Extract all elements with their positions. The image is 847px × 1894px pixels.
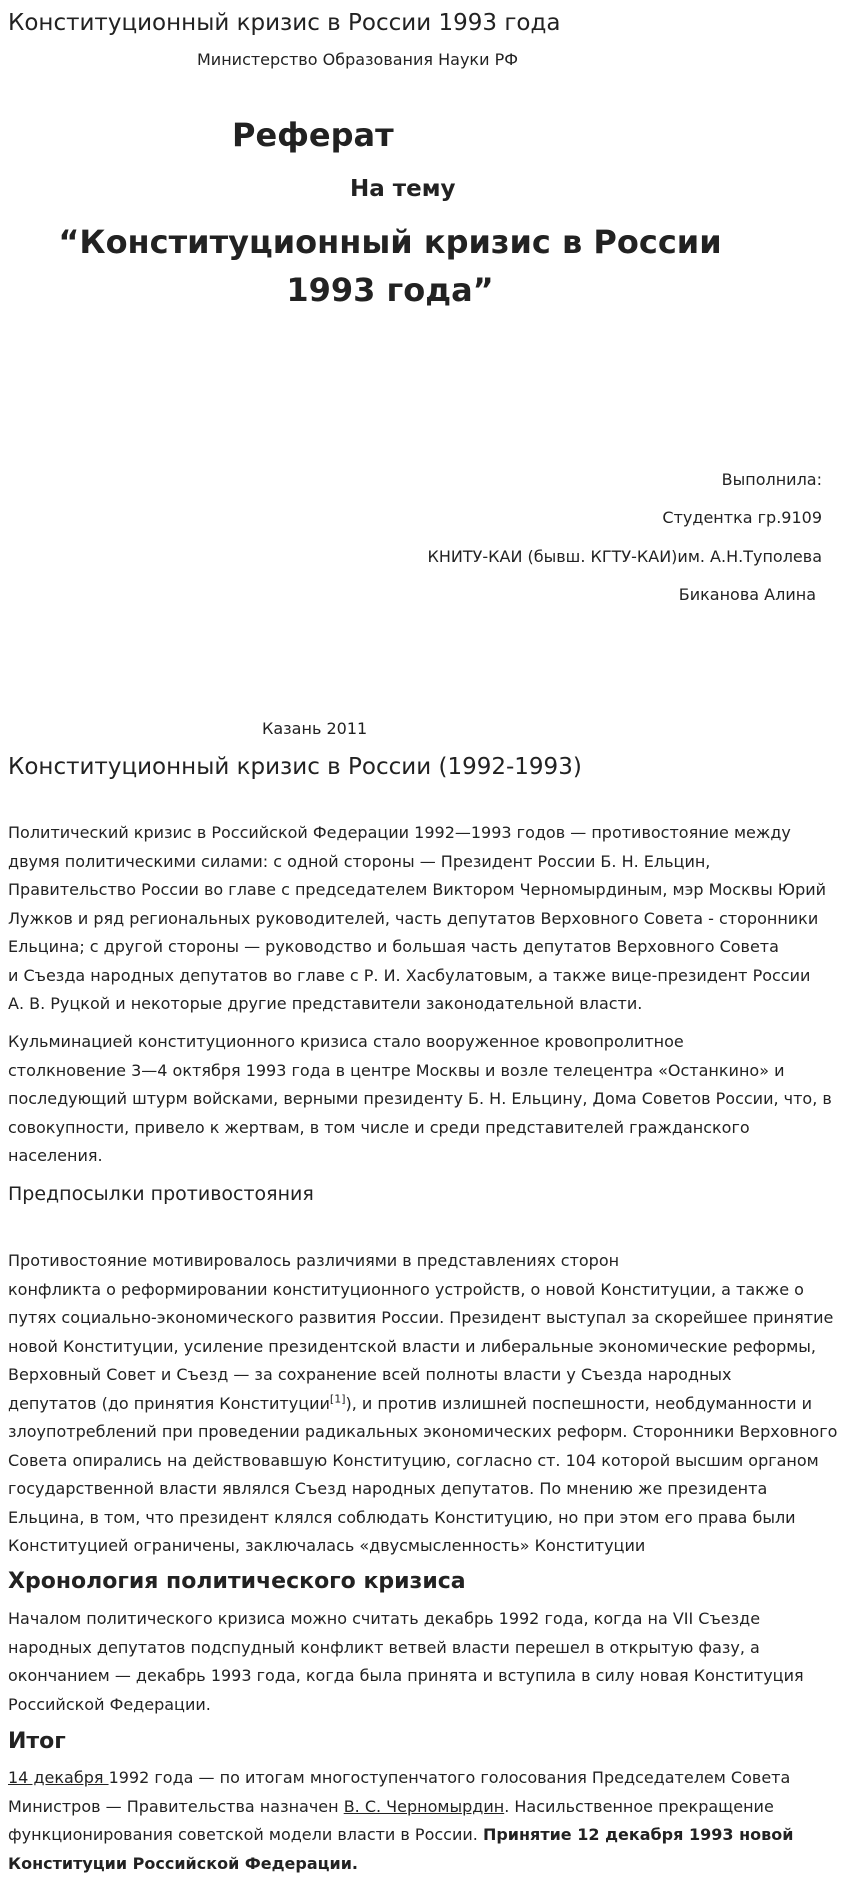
- paragraph-line: [8, 1821, 838, 1850]
- paragraph-line: новой Конституции, усиление президентской власти и либеральные экономические реформы,: [8, 1336, 817, 1356]
- paragraph-line: Конституцией ограничены, заключалась «двусмысленность» Конституции: [8, 1536, 646, 1555]
- paragraph-line: злоупотреблений при проведении радикальных экономических реформ. Сторонники Верховного: [8, 1422, 838, 1441]
- paragraph-line: совокупности, привело к жертвам, в том числе и среди представителей гражданского: [8, 1117, 750, 1137]
- date-link[interactable]: 14 декабря: [8, 1768, 109, 1787]
- paragraph-line: А. В. Руцкой и некоторые другие представители законодательной власти.: [8, 994, 643, 1013]
- paragraph-line: Ельцина, в том, что президент клялся соблюдать Конституцию, но при этом его права были: [8, 1507, 796, 1527]
- footnote-reference[interactable]: [1]: [329, 1392, 346, 1406]
- culmination-paragraph: [8, 1028, 838, 1171]
- paragraph-line: и Съезда народных депутатов во главе с Р. И. Хасбулатовым, а также вице-президент России: [8, 965, 811, 985]
- paragraph-line: Верховный Совет и Съезд — за сохранение всей полноты власти у Съезда народных: [8, 1365, 732, 1384]
- paragraph-line: Противостояние мотивировалось различиями в представлениях сторон: [8, 1251, 620, 1270]
- signature-performed: Выполнила:: [721, 470, 822, 489]
- paragraph-line: народных депутатов подспудный конфликт ветвей власти перешел в открытую фазу, а: [8, 1637, 760, 1657]
- topic-title: [40, 218, 740, 314]
- line-text: 1992 года — по итогам многоступенчатого голосования Председателем Совета: [108, 1768, 791, 1787]
- city-year: Казань 2011: [262, 719, 368, 738]
- paragraph-line: [8, 1390, 838, 1419]
- paragraph-line: двумя политическими силами: с одной стороны — Президент России Б. Н. Ельцин,: [8, 851, 711, 871]
- line-text: Министров — Правительства назначен: [8, 1796, 344, 1816]
- topic-prefix: На тему: [350, 176, 456, 202]
- topic-title-line-2: 1993 года”: [286, 271, 494, 309]
- paragraph-line: Лужков и ряд региональных руководителей, часть депутатов Верховного Совета - сторонники: [8, 908, 819, 928]
- chronology-title: Хронология политического кризиса: [8, 1569, 466, 1594]
- paragraph-line: Кульминацией конституционного кризиса стало вооруженное кровопролитное: [8, 1032, 684, 1051]
- prerequisites-title: Предпосылки противостояния: [8, 1183, 314, 1205]
- line-text: функционирования советской модели власти в России.: [8, 1825, 483, 1844]
- paragraph-line: [8, 1793, 838, 1822]
- paragraph-line: Политический кризис в Российской Федерации 1992—1993 годов — противостояние между: [8, 823, 791, 842]
- paragraph-line: [8, 1764, 838, 1793]
- paragraph-line: Российской Федерации.: [8, 1694, 211, 1714]
- prerequisites-paragraph: [8, 1247, 838, 1561]
- line-text: ), и против излишней поспешности, необдуманности и: [345, 1393, 813, 1413]
- person-link[interactable]: В. С. Черномырдин: [343, 1796, 505, 1816]
- intro-paragraph: [8, 819, 838, 1019]
- topic-title-line-1: “Конституционный кризис в России: [58, 223, 722, 261]
- document-header-title: Конституционный кризис в России 1993 года: [8, 10, 561, 36]
- paragraph-line: Совета опирались на действовавшую Конституцию, согласно ст. 104 которой высшим органом: [8, 1450, 819, 1470]
- referat-heading: Реферат: [232, 116, 394, 154]
- paragraph-line: Ельцина; с другой стороны — руководство и большая часть депутатов Верховного Совета: [8, 937, 779, 956]
- line-text: . Насильственное прекращение: [504, 1796, 774, 1816]
- paragraph-line: конфликта о реформировании конституционного устройств, о новой Конституции, а также о: [8, 1279, 804, 1299]
- section-title: Конституционный кризис в России (1992-1993): [8, 754, 582, 780]
- paragraph-line: путях социально-экономического развития России. Президент выступал за скорейшее принятие: [8, 1308, 834, 1327]
- paragraph-line: Правительство России во главе с председателем Виктором Черномырдиным, мэр Москвы Юрий: [8, 880, 827, 899]
- paragraph-line: окончанием — декабрь 1993 года, когда была принята и вступила в силу новая Конституция: [8, 1666, 804, 1685]
- signature-university: КНИТУ-КАИ (бывш. КГТУ-КАИ)им. А.Н.Туполева: [427, 547, 822, 566]
- paragraph-line: столкновение 3—4 октября 1993 года в центре Москвы и возле телецентра «Останкино» и: [8, 1060, 785, 1080]
- paragraph-line: Началом политического кризиса можно считать декабрь 1992 года, когда на VII Съезде: [8, 1609, 761, 1628]
- ministry-label: Министерство Образования Науки РФ: [197, 50, 518, 69]
- bold-text: Принятие 12 декабря 1993 новой: [482, 1825, 794, 1844]
- result-title: Итог: [8, 1729, 66, 1754]
- paragraph-line: населения.: [8, 1146, 103, 1165]
- signature-student: Студентка гр.9109: [662, 508, 822, 527]
- signature-name: Биканова Алина: [678, 585, 816, 604]
- result-paragraph: [8, 1764, 838, 1878]
- paragraph-line: последующий штурм войсками, верными президенту Б. Н. Ельцину, Дома Советов России, что, в: [8, 1089, 832, 1108]
- line-text: депутатов (до принятия Конституции: [8, 1393, 330, 1413]
- chronology-paragraph: [8, 1605, 838, 1719]
- paragraph-line: Конституции Российской Федерации.: [8, 1853, 358, 1873]
- paragraph-line: государственной власти являлся Съезд народных депутатов. По мнению же президента: [8, 1479, 768, 1498]
